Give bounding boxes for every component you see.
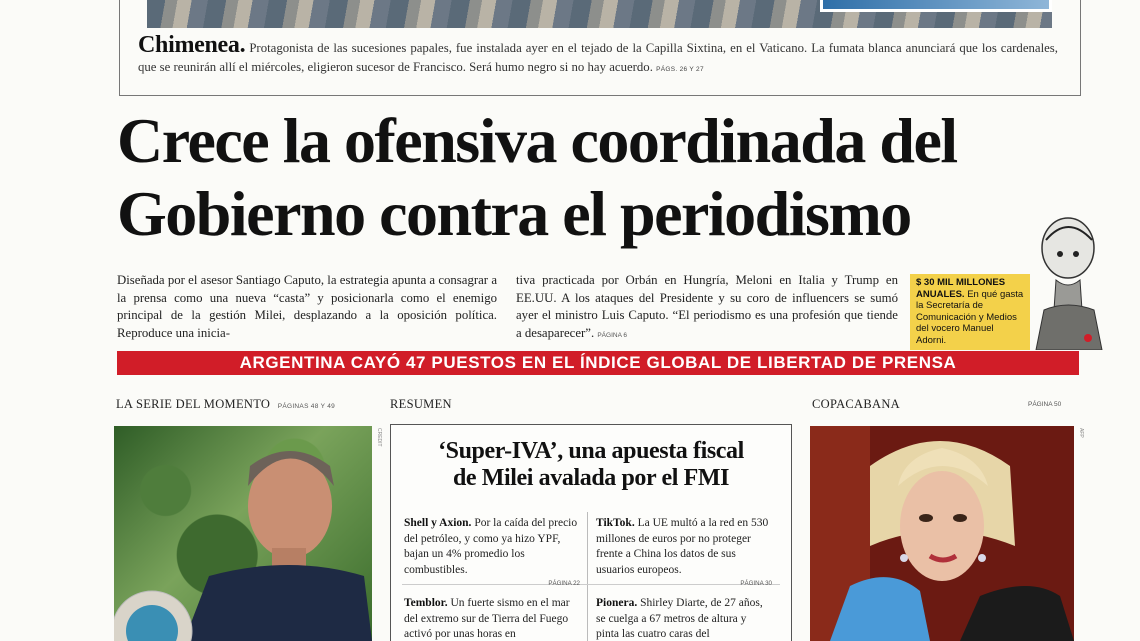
section-pages-serie: PÁGINAS 48 Y 49 (277, 403, 336, 410)
section-label-serie: LA SERIE DEL MOMENTO (116, 397, 271, 411)
caricature-illustration (1016, 210, 1106, 350)
main-headline[interactable] (117, 104, 1077, 250)
summary-item-text: Un fuerte sismo en el mar del extremo sur de Tierra del Fuego activó por unas horas en (404, 597, 570, 640)
summary-item-lead: Temblor. (404, 597, 448, 609)
summary-item-lead: TikTok. (596, 517, 635, 529)
summary-column-divider (587, 512, 588, 641)
red-banner[interactable]: ARGENTINA CAYÓ 47 PUESTOS EN EL ÍNDICE GLOBAL DE LIBERTAD DE PRENSA (117, 351, 1079, 375)
summary-item-text: La UE multó a la red en 530 millones de euros por no proteger frente a China los datos de sus usuarios europeos. (596, 517, 769, 576)
deck-column-2 (516, 272, 898, 344)
section-header-serie (116, 397, 335, 412)
section-header-copacabana (812, 397, 900, 412)
summary-item-page: PÁGINA 30 (740, 580, 772, 587)
cutline-pages: PÁGS. 26 Y 27 (656, 66, 704, 73)
summary-item[interactable] (596, 516, 772, 592)
summary-item[interactable] (404, 596, 580, 641)
section-header-resumen (390, 397, 452, 412)
summary-item-page: PÁGINA 22 (548, 580, 580, 587)
singer-illustration (810, 426, 1074, 641)
deck-column-2-text: tiva practicada por Orbán en Hungría, Meloni en Italia y Trump en EE.UU. A los ataques del Presidente y su coro de influencers se sumó ayer el ministro Luis Caputo. “El periodismo es una profesión que tiende a desaparecer”. (516, 273, 898, 340)
section-label-resumen: RESUMEN (390, 397, 452, 411)
deck-page-ref: PÁGINA 6 (597, 331, 627, 339)
sidebar-box[interactable] (910, 274, 1030, 350)
summary-title-line-2: de Milei avalada por el FMI (452, 465, 730, 491)
actor-illustration (114, 426, 372, 641)
summary-item-lead: Shell y Axion. (404, 517, 472, 529)
sidebar-bold: $ 30 MIL MILLONES ANUALES. (916, 277, 1006, 300)
summary-item-text: Por la caída del precio del petróleo, y como ya hizo YPF, bajan un 4% promedio los combustibles. (404, 517, 578, 576)
section-pages-copacabana: PÁGINA 50 (1028, 401, 1062, 408)
photo-credit-left: CREDIT (376, 428, 382, 447)
summary-item-lead: Pionera. (596, 597, 638, 609)
cutline-kicker: Chimenea. (138, 32, 246, 58)
summary-title[interactable] (390, 438, 792, 492)
sidebar-text: En qué gasta la Secretaría de Comunicación y Medios del vocero Manuel Adorni. (916, 288, 1024, 346)
section-label-copacabana: COPACABANA (812, 397, 900, 411)
photo-actor-portrait[interactable] (114, 426, 372, 641)
photo-credit-right: AFP (1078, 428, 1084, 438)
summary-item[interactable] (404, 516, 580, 592)
summary-item[interactable] (596, 596, 772, 641)
summary-item-text: Shirley Diarte, de 27 años, se cuelga a 67 metros de altura y pinta las cuatro caras del (596, 597, 763, 640)
photo-cutline (138, 32, 1058, 79)
summary-title-line-1: ‘Super-IVA’, una apuesta fiscal (438, 438, 744, 464)
deck-column-1: Diseñada por el asesor Santiago Caputo, la estrategia apunta a consagrar a la prensa como una nueva “casta” y posicionarla como el enemigo principal de la gestión Milei, desplazando a la oposición política. Reproduce una inicia- (117, 273, 497, 340)
photo-lady-gaga[interactable] (810, 426, 1074, 641)
headline-line-2: Gobierno contra el periodismo (117, 178, 911, 249)
cutline-text: Protagonista de las sucesiones papales, fue instalada ayer en el tejado de la Capilla Sixtina, en el Vaticano. La fumata blanca anunciará que los cardenales, que se reunirán allí el miércoles, eligieron sucesor de Francisco. Será humo negro si no hay acuerdo. (138, 41, 1058, 74)
headline-line-1: Crece la ofensiva coordinada del (117, 105, 957, 176)
